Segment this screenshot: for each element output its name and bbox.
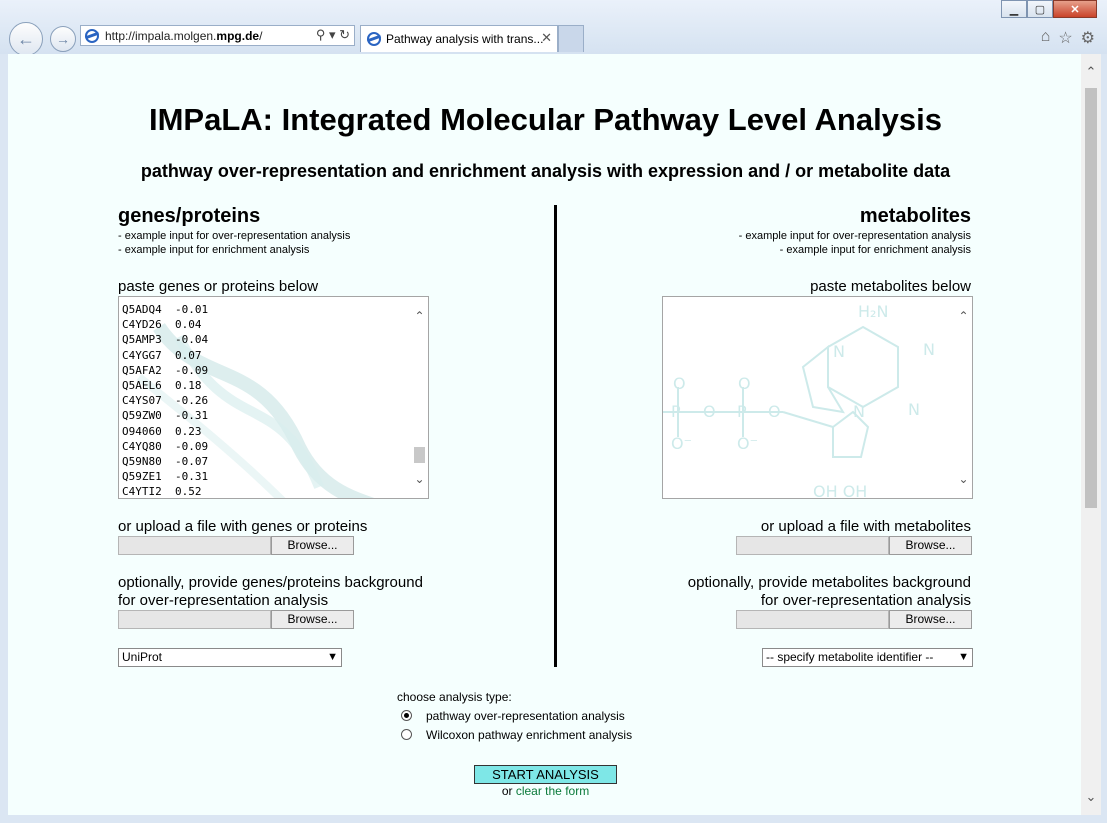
metabolites-textarea[interactable]	[662, 296, 973, 499]
genes-heading: genes/proteins	[118, 205, 261, 227]
address-bar[interactable]	[80, 25, 355, 46]
gene-entry-line: O94060 0.23	[122, 424, 202, 438]
metabolites-background-label-1: optionally, provide metabolites background	[687, 574, 971, 591]
chevron-down-icon: ▼	[327, 651, 338, 663]
metabolites-upload-input[interactable]	[736, 536, 972, 555]
gene-entry-line: C4YD26 0.04	[122, 318, 202, 332]
metabolites-background-label-2: for over-representation analysis	[760, 592, 971, 609]
tab-title: Pathway analysis with trans...	[386, 32, 544, 46]
chevron-down-icon: ▼	[958, 651, 969, 663]
url-text[interactable]: http://impala.molgen.mpg.de/	[105, 29, 263, 43]
metabolites-example-enrich-link[interactable]: - example input for enrichment analysis	[779, 244, 971, 256]
scroll-up-icon[interactable]: ⌃	[958, 309, 969, 323]
column-divider	[554, 205, 557, 667]
page-scroll-thumb[interactable]	[1085, 88, 1097, 508]
scroll-up-icon[interactable]: ⌃	[1085, 64, 1097, 79]
gene-entry-line: C4YS07 -0.26	[122, 394, 209, 408]
genes-background-input[interactable]	[118, 610, 354, 629]
metabolites-example-ora-link[interactable]: - example input for over-representation analysis	[738, 230, 971, 242]
gene-entry-line: C4YQ80 -0.09	[122, 439, 209, 453]
genes-background-label-2: for over-representation analysis	[118, 592, 329, 609]
tab-favicon-icon	[367, 32, 381, 46]
svg-text:O⁻: O⁻	[671, 434, 693, 453]
scroll-down-icon[interactable]: ⌄	[958, 472, 969, 486]
clear-form-line: or clear the form	[501, 784, 590, 798]
metabolite-identifier-select[interactable]: -- specify metabolite identifier -- ▼	[762, 648, 973, 667]
window-controls	[1001, 0, 1097, 18]
svg-text:P: P	[737, 402, 747, 421]
new-tab-button[interactable]	[558, 25, 584, 52]
analysis-type-prompt: choose analysis type:	[397, 690, 512, 704]
svg-text:OH OH: OH OH	[813, 482, 868, 500]
gene-entry-line: Q5AEL6 0.18	[122, 379, 202, 393]
tab-active[interactable]	[360, 25, 558, 52]
genes-browse-button[interactable]: Browse...	[271, 536, 354, 555]
scroll-thumb[interactable]	[414, 447, 425, 463]
metabolites-upload-label: or upload a file with metabolites	[760, 518, 971, 535]
metabolites-background-filename[interactable]	[736, 610, 889, 629]
genes-textarea[interactable]	[118, 296, 429, 499]
maximize-button[interactable]: ▢	[1027, 0, 1053, 18]
forward-button[interactable]	[50, 26, 76, 52]
metabolites-upload-filename[interactable]	[736, 536, 889, 555]
genes-paste-label: paste genes or proteins below	[118, 278, 319, 295]
radio-wilcoxon-button[interactable]	[401, 729, 412, 740]
metabolites-paste-label: paste metabolites below	[810, 278, 971, 295]
search-refresh-icon[interactable]: ⚲ ▾ ↻	[315, 27, 350, 42]
gene-entry-line: Q5ADQ4 -0.01	[122, 303, 209, 316]
scroll-down-icon[interactable]: ⌄	[1085, 789, 1097, 804]
page-scrollbar[interactable]	[1081, 54, 1101, 815]
minimize-button[interactable]: ▁	[1001, 0, 1027, 18]
gene-entry-line: Q59N80 -0.07	[122, 455, 209, 469]
favorites-star-icon[interactable]: ☆	[1058, 30, 1073, 47]
clear-form-link[interactable]: clear the form	[515, 784, 590, 798]
molecule-watermark-icon	[663, 297, 973, 499]
genes-textarea-scrollbar[interactable]	[411, 297, 428, 498]
home-icon[interactable]: ⌂	[1040, 28, 1051, 45]
genes-example-enrich-link[interactable]: - example input for enrichment analysis	[118, 244, 310, 256]
back-arrow-icon: ←	[17, 28, 35, 49]
genes-background-label-1: optionally, provide genes/proteins background	[118, 574, 423, 591]
genes-upload-input[interactable]	[118, 536, 354, 555]
metabolites-background-input[interactable]	[736, 610, 972, 629]
start-analysis-button[interactable]: START ANALYSIS	[474, 765, 617, 784]
svg-text:N: N	[923, 340, 935, 359]
gene-entry-line: Q5AMP3 -0.04	[122, 333, 209, 347]
page-subtitle: pathway over-representation and enrichment analysis with expression and / or metabolite data	[140, 161, 951, 181]
gene-entry-line: Q59ZW0 -0.31	[122, 409, 209, 423]
genes-upload-label: or upload a file with genes or proteins	[118, 518, 368, 535]
genes-background-browse-button[interactable]: Browse...	[271, 610, 354, 629]
svg-text:H₂N: H₂N	[858, 302, 889, 321]
gene-entry-line: C4YGG7 0.07	[122, 348, 202, 362]
metabolites-textarea-scrollbar[interactable]	[955, 297, 972, 498]
genes-example-ora-link[interactable]: - example input for over-representation analysis	[118, 230, 351, 242]
scroll-down-icon[interactable]: ⌄	[414, 472, 425, 486]
genes-background-filename[interactable]	[118, 610, 271, 629]
genes-textarea-content	[122, 302, 208, 499]
browser-chrome	[0, 0, 1107, 54]
scroll-up-icon[interactable]: ⌃	[414, 309, 425, 323]
ie-logo-icon	[85, 29, 99, 43]
svg-text:N: N	[853, 402, 865, 421]
svg-text:O⁻: O⁻	[737, 434, 759, 453]
forward-arrow-icon: →	[56, 31, 70, 47]
svg-text:P: P	[671, 402, 681, 421]
close-window-button[interactable]: ✕	[1053, 0, 1097, 18]
back-button[interactable]	[9, 22, 43, 56]
tab-close-icon[interactable]: ✕	[541, 30, 552, 45]
svg-text:O: O	[703, 402, 716, 421]
page-viewport: IMPaLA: Integrated Molecular Pathway Level Analysis pathway over-representation and enrichment analysis with expression and / or metabolite data genes/proteins - example input for over-representation analysis - example input for enrichment analysis paste genes or proteins below Q5ADQ4 -0.01 C4YD26 0.04 Q5AMP3 -0.04 C4YGG7 0.07 Q5AFA2 -0.09 Q5AEL6 0.18 C4YS07 -0.26 Q59ZW0 -0.31 O94060 0.23 C4YQ80 -0.09 Q59N80 -0.07 Q59ZE1 -0.31 C4YTI2 0.52 ⌃ ⌄ or upload a file with genes or proteins Browse... optionally, provide genes/proteins background for over-representation analysis Browse... UniProt ▼ metabolites - example input for over-representation analysis - example input for enrichment analysis paste metabolites below H₂N N N N N O O P P O O O⁻ O⁻ OH OH ⌃ ⌄ or upload a file with metabolites Browse... optionally, provide metabolites background for over-representation analysis Browse... -- specify metabolite identifier -- ▼ choose analysis type: pathway over-representation analysis Wilcoxon pathway enrichment analysis START ANALYSIS or clear the form	[8, 54, 1081, 815]
svg-text:O: O	[768, 402, 781, 421]
metabolites-heading: metabolites	[859, 205, 971, 227]
svg-text:O: O	[673, 374, 686, 393]
genes-upload-filename[interactable]	[118, 536, 271, 555]
settings-gear-icon[interactable]: ⚙	[1080, 30, 1095, 47]
radio-ora-button[interactable]	[401, 710, 412, 721]
svg-text:O: O	[738, 374, 751, 393]
gene-entry-line: Q59ZE1 -0.31	[122, 470, 209, 484]
metabolites-browse-button[interactable]: Browse...	[889, 536, 972, 555]
toolbar-icons	[1041, 28, 1095, 48]
gene-entry-line: Q5AFA2 -0.09	[122, 363, 209, 377]
metabolites-background-browse-button[interactable]: Browse...	[889, 610, 972, 629]
svg-text:N: N	[908, 400, 920, 419]
gene-entry-line: C4YTI2 0.52	[122, 485, 202, 499]
svg-text:N: N	[833, 342, 845, 361]
page-title: IMPaLA: Integrated Molecular Pathway Level Analysis	[148, 102, 943, 137]
gene-identifier-select[interactable]: UniProt ▼	[118, 648, 342, 667]
